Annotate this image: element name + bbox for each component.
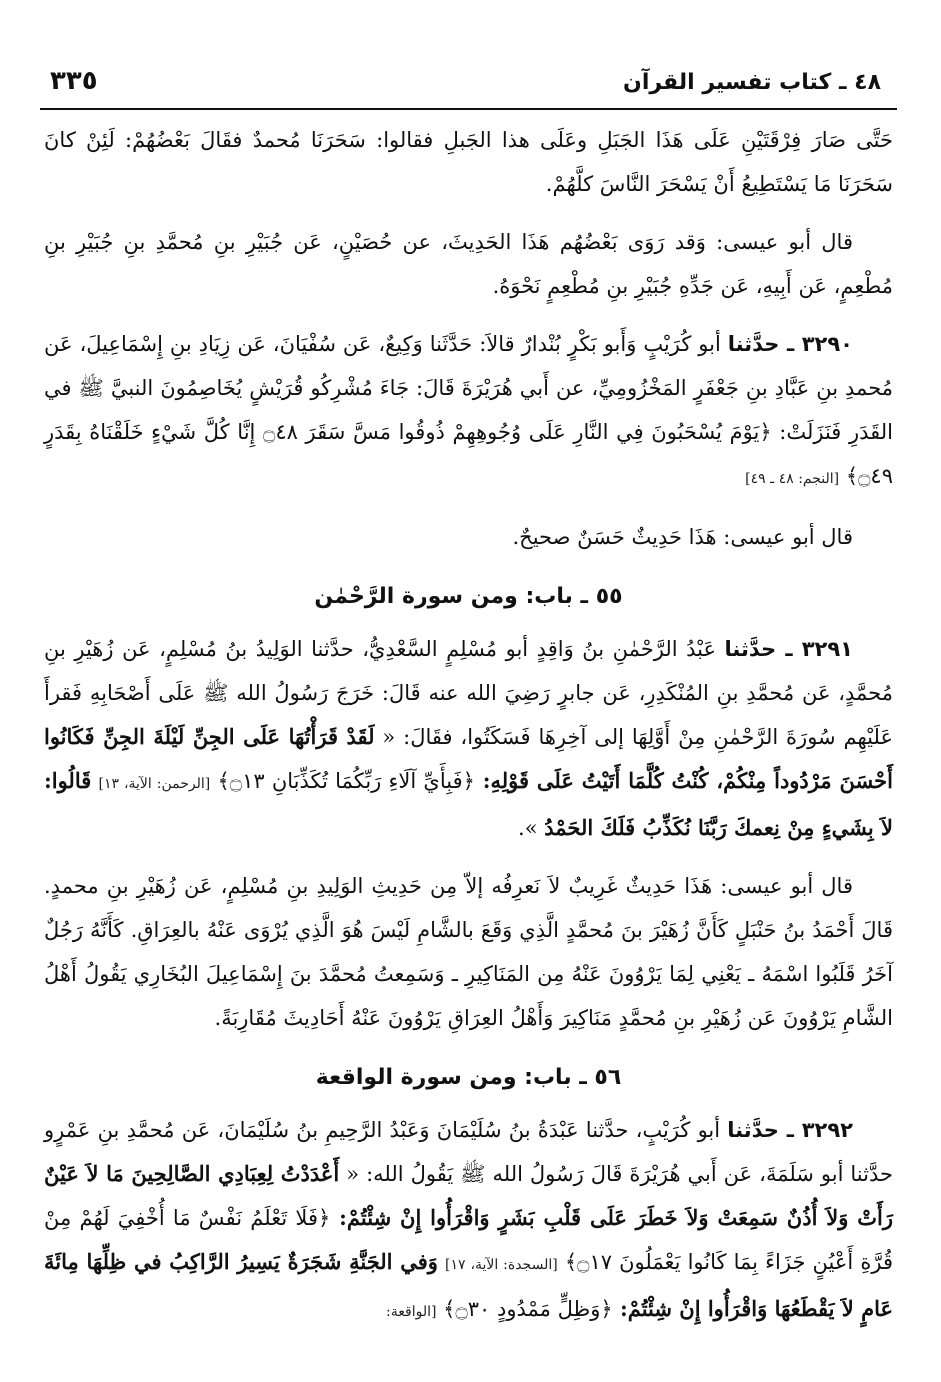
hadith-3291 <box>44 627 893 850</box>
commentary-paragraph: قال أبو عيسى: هَذَا حَدِيثٌ حَسَنٌ صحيحٌ. <box>512 525 853 549</box>
hadith-3290 <box>44 322 893 501</box>
prophetic-speech-continued: قَالُوا: لاَ بِشَيءٍ مِنْ نِعمكَ رَبَّنَا نُكَذِّبُ فَلَكَ الحَمْدُ <box>44 768 893 840</box>
closing-quote: ». <box>518 816 538 840</box>
verse-citation: [النجم: ٤٨ ـ ٤٩] <box>745 471 840 487</box>
page-header <box>40 58 901 104</box>
quran-verse: ﴿يَوْمَ يُسْحَبُونَ فِي النَّارِ عَلَى وُجُوهِهِمْ ذُوقُوا مَسَّ سَقَرَ ۝٤٨ إِنَّا كُلَّ شَيْءٍ خَلَقْنَاهُ بِقَدَرٍ ۝٤٩﴾ <box>44 420 893 488</box>
page-number: ٣٣٥ <box>50 66 98 96</box>
header-rule <box>40 108 897 110</box>
hadith-text: عَبْدُ الرَّحْمٰنِ بنُ وَاقِدٍ أبو مُسْلِمٍ السَّعْدِيُّ، حدَّثنا الوَلِيدُ بنُ مُسْلِمٍ، عَن زُهَيْرِ بنِ مُحمَّدٍ، عَن مُحمَّدِ بنِ المُنْكَدِرِ، عَن جابرٍ رَضِيَ الله عنه قَالَ: خَرَجَ رَسُولُ الله ﷺ عَلَى أَصْحَابِهِ فَقرأَ عَلَيْهِم سُورَةَ الرَّحْمٰنِ مِنْ أَوَّلِهَا إلى آخِرِهَا فَسَكَتُوا، فقَالَ: « <box>44 637 893 749</box>
verse-citation: [السجدة: الآية، ١٧] <box>445 1257 558 1273</box>
hadith-number: ٣٢٩١ ـ حدَّثنا <box>724 637 853 661</box>
hadith-number: ٣٢٩٠ ـ حدَّثنا <box>727 332 853 356</box>
chapter-heading: ٥٥ ـ باب: ومن سورة الرَّحْمٰن <box>314 584 623 609</box>
chapter-heading: ٥٦ ـ باب: ومن سورة الواقعة <box>315 1065 622 1090</box>
page-content <box>44 118 893 1348</box>
hadith-3292 <box>44 1108 893 1334</box>
qudsi-speech: أَعْدَدْتُ لِعِبَادِي الصَّالِحِينَ مَا لاَ عَيْنٌ رَأَتْ وَلاَ أُذُنٌ سَمِعَتْ وَلاَ خَطَرَ عَلَى قَلْبِ بَشَرٍ وَاقْرَأُوا إِنْ شِئْتُمْ: <box>44 1161 894 1230</box>
quran-verse: ﴿فَبِأَيِّ آلَاءِ رَبِّكُمَا تُكَذِّبَانِ ۝١٣﴾ <box>217 769 475 793</box>
commentary-paragraph: قال أبو عيسى: هَذَا حَدِيثٌ غَرِيبٌ لاَ نَعرِفُه إلاّ مِن حَدِيثِ الوَلِيدِ بنِ مُسْلِمٍ، عَن زُهَيْرِ بنِ محمدٍ. قَالَ أَحْمَدُ بنُ حَنْبَلٍ كَأَنَّ زُهَيْرَ بنَ مُحمَّدٍ الَّذِي وَقَعَ بالشَّامِ لَيْسَ هُوَ الَّذِي يُرْوَى عَنْهُ بالعِرَاقِ. كَأَنَّهُ رَجُلٌ آخَرُ قَلَبُوا اسْمَهُ ـ يَعْنِي لِمَا يَرْوُونَ عَنْهُ مِن المَنَاكِيرِ ـ وَسَمِعتُ مُحمَّدَ بنَ إِسْمَاعِيلَ البُخَارِي يَقُولُ أَهْلُ الشَّامِ يَرْوُونَ عَن زُهَيْرِ بنِ مُحمَّدٍ مَنَاكِيرَ وَأَهْلُ العِرَاقِ يَرْوُونَ عَنْهُ أَحَادِيثَ مُقَارِبَةً. <box>44 874 893 1030</box>
verse-citation: [الرحمن: الآية، ١٣] <box>98 776 211 792</box>
hadith-text: أبو كُرَيْبٍ، حدَّثنا عَبْدَةُ بنُ سُلَيْمَانَ وَعَبْدُ الرَّحِيمِ بنُ سُلَيْمَانَ، عَن مُحمَّدِ بنِ عَمْرٍو حدَّثنا أبو سَلَمَةَ، عَن أَبي هُرَيْرَةَ قَالَ رَسُولُ الله ﷺ يَقُولُ الله: « <box>44 1118 893 1186</box>
quran-verse: ﴿وَظِلٍّ مَمْدُودٍ ۝٣٠﴾ <box>443 1297 613 1321</box>
prophetic-speech: لَقَدْ قَرَأْتُهَا عَلَى الجِنِّ لَيْلَةَ الجِنِّ فَكَانُوا أَحْسَنَ مَرْدُوداً مِنْكُمْ، كُنْتُ كُلَّمَا أَتَيْتُ عَلَى قَوْلِهِ: <box>44 724 893 793</box>
hadith-number: ٣٢٩٢ ـ حدَّثنا <box>727 1118 853 1142</box>
running-title: ٤٨ ـ كتاب تفسير القرآن <box>623 70 881 95</box>
verse-citation: [الواقعة: <box>386 1304 437 1320</box>
hadith-text: أبو كُرَيْبٍ وَأَبو بَكْرٍ بُنْدارٌ قالاَ: حَدَّثَنا وَكِيعٌ، عَن سُفْيَانَ، عَن زِيَادِ بنِ إِسْمَاعِيلَ، عَن مُحمدِ بنِ عَبَّادِ بنِ جَعْفَرٍ المَخْزُومِيِّ، عن أَبي هُرَيْرَةَ قَالَ: جَاءَ مُشْرِكُو قُرَيْشٍ يُخَاصِمُونَ النبيَّ ﷺ في القَدَرِ فَنَزَلَتْ: <box>44 332 893 444</box>
quran-verse: ﴿فَلَا تَعْلَمُ نَفْسٌ مَا أُخْفِيَ لَهُمْ مِنْ قُرَّةِ أَعْيُنٍ جَزَاءً بِمَا كَانُوا يَعْمَلُونَ ۝١٧﴾ <box>44 1206 893 1274</box>
commentary-paragraph: قال أبو عيسى: وَقد رَوَى بَعْضُهُم هَذَا الحَدِيثَ، عن حُصَيْنٍ، عَن جُبَيْرِ بنِ مُحمَّدِ بنِ جُبَيْرِ بنِ مُطْعِمٍ، عَن أَبِيهِ، عَن جَدِّهِ جُبَيْرِ بنِ مُطْعِمٍ نَحْوَهُ. <box>44 230 893 298</box>
qudsi-speech-continued: وَفي الجَنَّةِ شَجَرَةٌ يَسِيرُ الرَّاكِبُ في ظِلِّهَا مِائَةَ عَامٍ لاَ يَقْطَعُهَا وَاقْرَأُوا إِنْ شِئْتُمْ: <box>44 1249 893 1321</box>
paragraph-continuation: حَتَّى صَارَ فِرْقَتَيْنِ عَلَى هَذَا الجَبَلِ وعَلَى هذا الجَبلِ فقالوا: سَحَرَنَا مُحمدٌ فقَالَ بَعْضُهُمْ: لَئِنْ كانَ سَحَرَنَا مَا يَسْتَطِيعُ أَنْ يَسْحَرَ النَّاسَ كلَّهُمْ. <box>44 128 893 196</box>
